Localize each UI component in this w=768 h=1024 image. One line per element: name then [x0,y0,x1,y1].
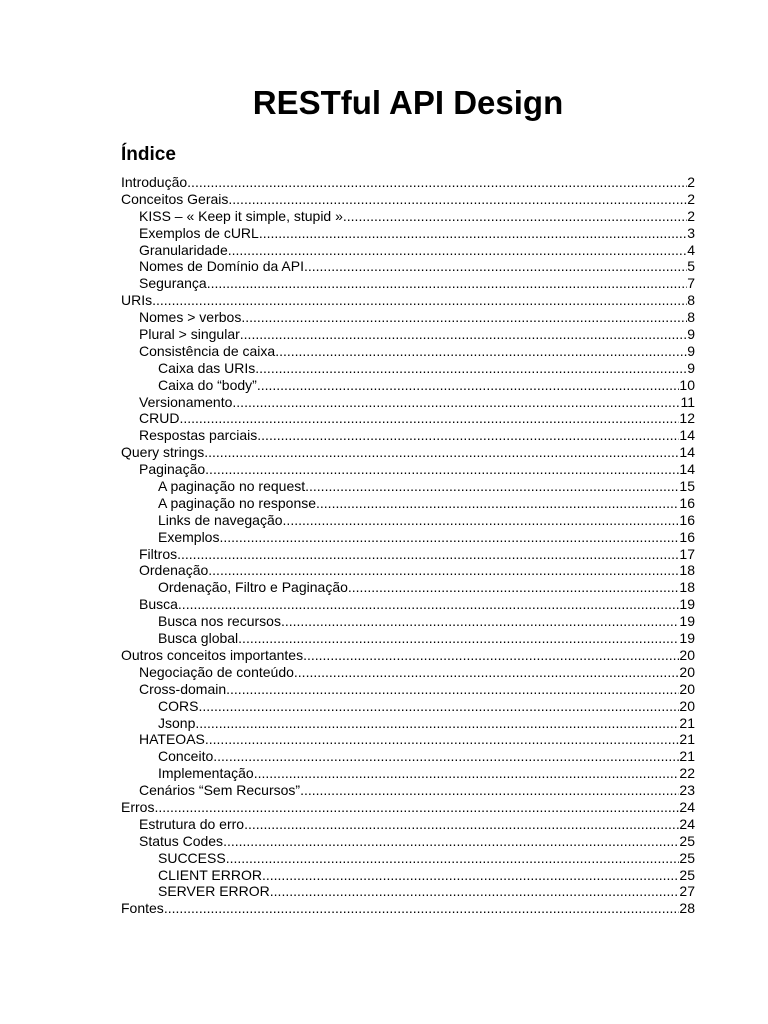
toc-entry[interactable] [121,275,695,292]
toc-entry[interactable] [121,529,695,546]
toc-entry-title: Links de navegação [158,511,283,528]
toc-entry-title: Busca global [158,630,239,647]
toc-dot-leader [198,698,679,715]
toc-dot-leader [262,867,679,884]
toc-entry[interactable] [121,377,695,394]
toc-dot-leader [241,309,687,326]
toc-entry-title: Caixa do “body” [158,376,257,393]
toc-dot-leader [213,748,679,765]
toc-entry-page-number: 18 [679,579,695,596]
toc-entry-title: HATEOAS [139,731,205,748]
toc-entry-title: Exemplos de cURL [139,224,259,241]
toc-entry-title: Plural > singular [139,326,240,343]
toc-entry-title: Fontes [121,900,164,917]
toc-entry-page-number: 11 [680,393,695,410]
toc-entry-page-number: 17 [679,545,695,562]
toc-entry[interactable] [121,174,695,191]
toc-dot-leader [219,529,679,546]
toc-dot-leader [228,242,687,259]
toc-entry[interactable] [121,765,695,782]
toc-dot-leader [238,630,679,647]
toc-entry-title: KISS – « Keep it simple, stupid » [139,207,343,224]
toc-entry[interactable] [121,309,695,326]
toc-entry-title: Nomes de Domínio da API [139,258,304,275]
toc-entry[interactable] [121,444,695,461]
toc-entry[interactable] [121,343,695,360]
toc-entry[interactable] [121,410,695,427]
toc-entry[interactable] [121,225,695,242]
toc-entry[interactable] [121,579,695,596]
toc-entry[interactable] [121,833,695,850]
toc-entry-page-number: 24 [679,815,695,832]
toc-entry-title: Granularidade [139,241,228,258]
toc-dot-leader [257,427,679,444]
toc-entry-page-number: 9 [687,326,695,343]
toc-entry-page-number: 22 [679,765,695,782]
toc-entry[interactable] [121,427,695,444]
toc-entry-title: Busca [139,596,178,613]
toc-entry-page-number: 15 [679,478,695,495]
toc-entry-page-number: 25 [679,832,695,849]
toc-dot-leader [154,799,679,816]
toc-dot-leader [259,225,687,242]
toc-entry-title: Implementação [158,765,254,782]
toc-entry-title: Status Codes [139,832,224,849]
toc-entry[interactable] [121,681,695,698]
toc-dot-leader [283,512,680,529]
toc-dot-leader [304,258,687,275]
toc-entry[interactable] [121,292,695,309]
toc-entry-page-number: 4 [687,241,695,258]
toc-entry[interactable] [121,512,695,529]
toc-entry[interactable] [121,394,695,411]
toc-dot-leader [244,816,679,833]
toc-entry-page-number: 10 [679,376,695,393]
toc-entry[interactable] [121,562,695,579]
toc-entry[interactable] [121,664,695,681]
toc-dot-leader [294,664,680,681]
toc-entry[interactable] [121,867,695,884]
toc-entry-page-number: 27 [679,883,695,900]
toc-entry-page-number: 14 [679,444,695,461]
toc-entry-title: Jsonp [158,714,196,731]
toc-dot-leader [254,765,680,782]
toc-entry-page-number: 19 [679,630,695,647]
document-title: RESTful API Design [252,84,564,121]
toc-entry-title: Outros conceitos importantes [121,646,304,663]
toc-entry-title: Busca nos recursos [158,613,281,630]
toc-entry-page-number: 7 [687,275,695,292]
toc-heading: Índice [121,144,176,165]
toc-entry-page-number: 19 [679,596,695,613]
toc-entry-page-number: 16 [679,494,695,511]
toc-entry-page-number: 3 [687,224,695,241]
toc-entry[interactable] [121,630,695,647]
toc-entry-title: Exemplos [158,528,220,545]
toc-entry-title: CRUD [139,410,180,427]
toc-entry-page-number: 14 [679,461,695,478]
toc-dot-leader [178,596,680,613]
toc-entry-title: Ordenação [139,562,209,579]
toc-entry-page-number: 16 [679,511,695,528]
toc-entry-page-number: 8 [687,309,695,326]
toc-entry-title: A paginação no response [158,494,317,511]
toc-entry[interactable] [121,208,695,225]
toc-entry[interactable] [121,731,695,748]
toc-dot-leader [177,546,679,563]
toc-dot-leader [179,410,679,427]
toc-dot-leader [281,613,679,630]
toc-entry[interactable] [121,495,695,512]
toc-entry-page-number: 23 [679,782,695,799]
toc-entry[interactable] [121,782,695,799]
toc-entry-title: Negociação de conteúdo [139,663,294,680]
toc-entry-page-number: 2 [687,174,695,190]
toc-dot-leader [164,900,680,917]
toc-entry[interactable] [121,715,695,732]
toc-entry-page-number: 5 [687,258,695,275]
toc-entry-page-number: 20 [679,646,695,663]
toc-entry-page-number: 25 [679,866,695,883]
toc-entry-page-number: 12 [679,410,695,427]
toc-dot-leader [240,326,687,343]
toc-entry-page-number: 20 [679,663,695,680]
toc-dot-leader [207,275,687,292]
toc-entry-page-number: 8 [687,292,695,309]
toc-dot-leader [255,360,687,377]
toc-entry-page-number: 24 [679,798,695,815]
toc-entry-title: Nomes > verbos [139,309,242,326]
toc-entry[interactable] [121,596,695,613]
toc-dot-leader [205,731,680,748]
table-of-contents [121,174,695,917]
toc-entry[interactable] [121,900,695,917]
toc-entry-page-number: 20 [679,680,695,697]
toc-entry[interactable] [121,360,695,377]
toc-entry[interactable] [121,850,695,867]
toc-dot-leader [187,174,687,191]
toc-entry-page-number: 21 [679,731,695,748]
toc-entry-page-number: 18 [679,562,695,579]
toc-entry[interactable] [121,698,695,715]
toc-entry-title: Versionamento [139,393,233,410]
toc-dot-leader [270,883,680,900]
toc-entry-page-number: 21 [679,714,695,731]
toc-entry[interactable] [121,883,695,900]
toc-entry-title: Erros [121,798,155,815]
toc-entry-title: Consistência de caixa [139,342,276,359]
toc-dot-leader [316,495,679,512]
toc-dot-leader [195,715,679,732]
toc-entry-title: Cenários “Sem Recursos” [139,782,301,799]
toc-entry[interactable] [121,461,695,478]
toc-entry-page-number: 19 [679,613,695,630]
toc-entry-title: Query strings [121,444,205,461]
toc-entry-page-number: 21 [679,748,695,765]
toc-entry-title: Conceito [158,748,214,765]
toc-entry-page-number: 16 [679,528,695,545]
toc-entry-page-number: 20 [679,697,695,714]
toc-entry[interactable] [121,326,695,343]
toc-entry-page-number: 2 [687,190,695,207]
toc-dot-leader [205,461,679,478]
toc-entry-title: Filtros [139,545,178,562]
toc-entry-title: Paginação [139,461,206,478]
toc-entry-title: Cross-domain [139,680,227,697]
toc-entry-title: Respostas parciais [139,427,258,444]
toc-entry-title: A paginação no request [158,478,306,495]
toc-entry-page-number: 14 [679,427,695,444]
toc-entry[interactable] [121,478,695,495]
toc-dot-leader [348,579,680,596]
toc-entry-title: Caixa das URIs [158,359,256,376]
toc-entry-page-number: 2 [687,207,695,224]
toc-entry[interactable] [121,647,695,664]
toc-entry[interactable] [121,748,695,765]
toc-entry-title: SERVER ERROR [158,883,270,900]
toc-entry-title: SUCCESS [158,849,226,866]
toc-dot-leader [303,647,679,664]
toc-entry[interactable] [121,613,695,630]
toc-entry[interactable] [121,191,695,208]
toc-entry-title: CLIENT ERROR [158,866,262,883]
toc-entry-page-number: 25 [679,849,695,866]
toc-dot-leader [343,208,687,225]
toc-entry-page-number: 9 [687,342,695,359]
toc-dot-leader [228,191,687,208]
toc-dot-leader [275,343,687,360]
toc-entry-title: Estrutura do erro [139,815,245,832]
toc-entry-title: URIs [121,292,153,309]
toc-dot-leader [226,850,680,867]
toc-dot-leader [223,833,679,850]
toc-entry-page-number: 9 [687,359,695,376]
toc-dot-leader [232,394,680,411]
toc-dot-leader [305,478,679,495]
toc-entry-page-number: 28 [679,900,695,917]
toc-entry-title: Segurança [139,275,207,292]
toc-dot-leader [208,562,679,579]
toc-entry[interactable] [121,258,695,275]
toc-dot-leader [204,444,679,461]
toc-entry-title: Introdução [121,174,188,190]
toc-dot-leader [152,292,687,309]
toc-entry[interactable] [121,242,695,259]
toc-entry[interactable] [121,816,695,833]
toc-dot-leader [226,681,679,698]
toc-entry[interactable] [121,799,695,816]
toc-entry-title: Conceitos Gerais [121,190,229,207]
toc-dot-leader [257,377,680,394]
toc-entry-title: Ordenação, Filtro e Paginação [158,579,348,596]
toc-entry-title: CORS [158,697,199,714]
toc-dot-leader [300,782,679,799]
toc-entry[interactable] [121,546,695,563]
